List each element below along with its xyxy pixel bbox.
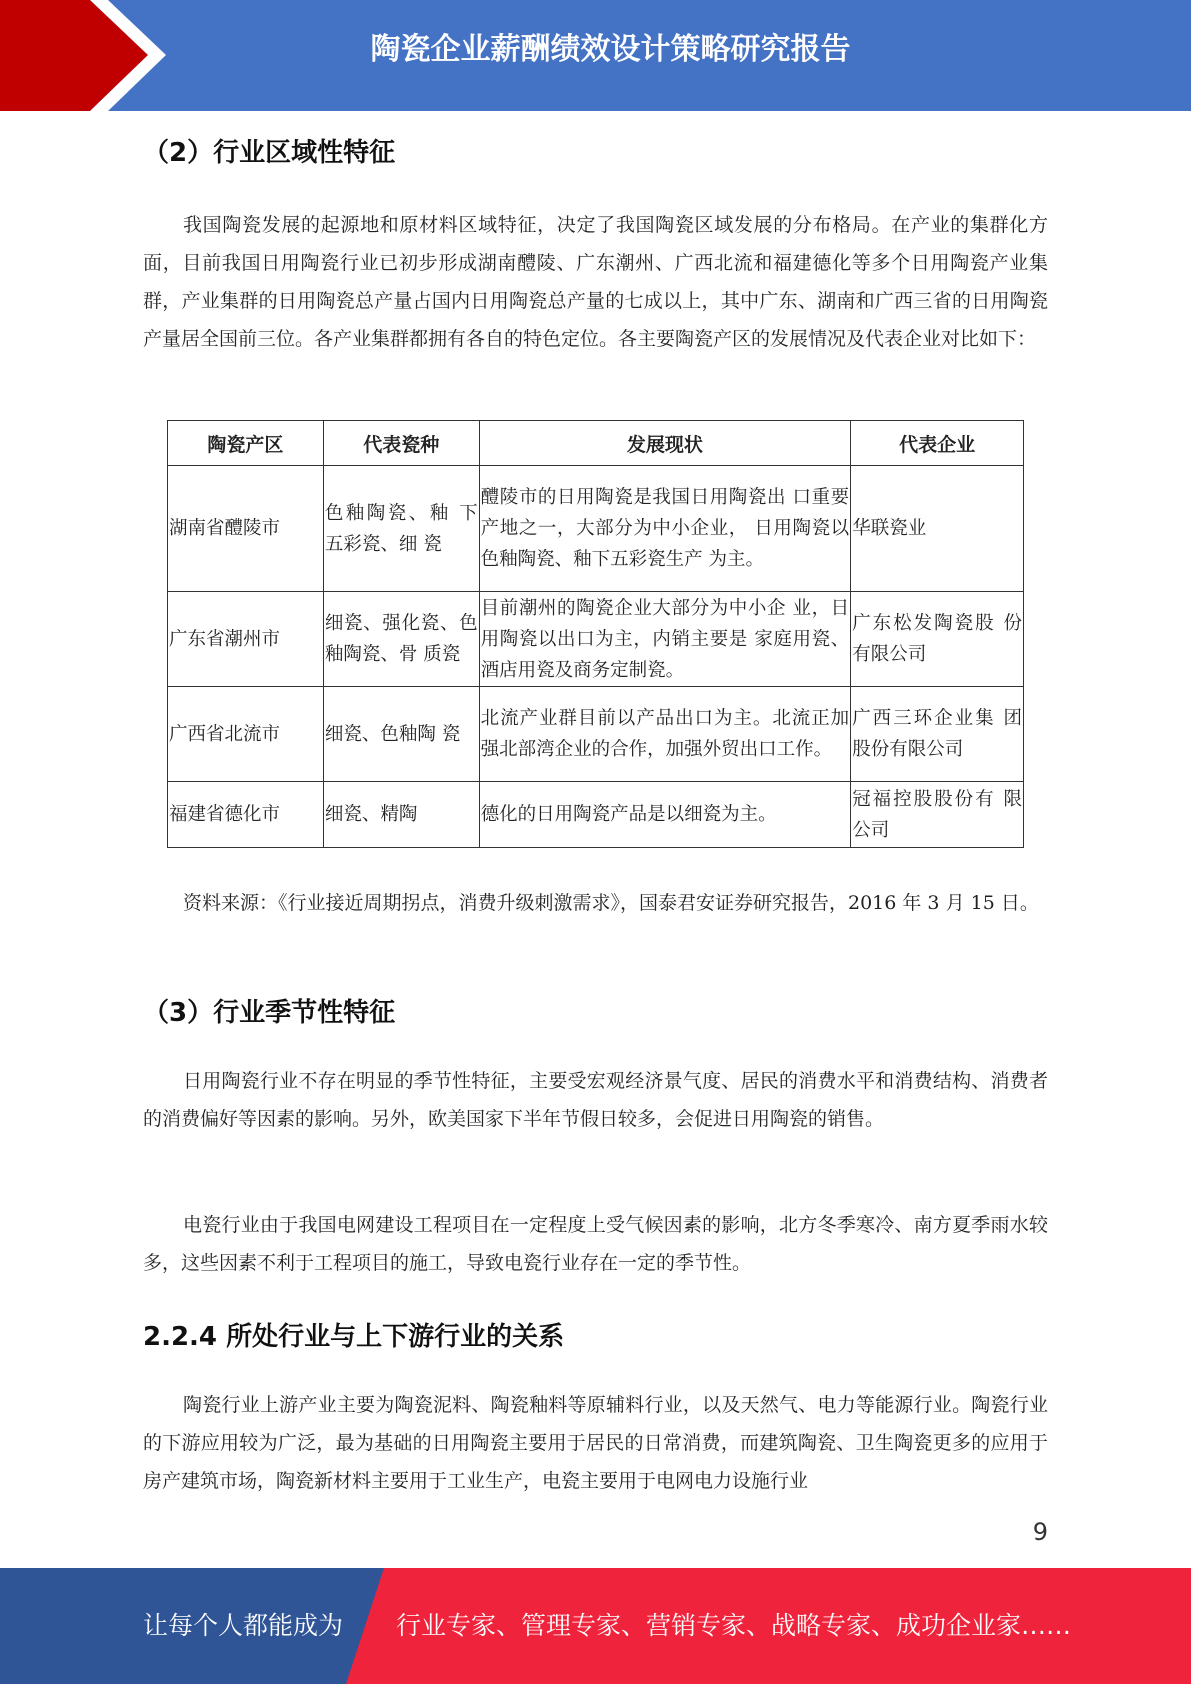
table-cell: 色釉陶瓷、釉 下五彩瓷、细 瓷 (323, 466, 479, 592)
table-cell: 目前潮州的陶瓷企业大部分为中小企 业，日用陶瓷以出口为主，内销主要是 家庭用瓷、酒店用瓷及商务定制瓷。 (479, 592, 851, 687)
table-cell: 醴陵市的日用陶瓷是我国日用陶瓷出 口重要产地之一，大部分为中小企业， 日用陶瓷以色釉陶瓷、釉下五彩瓷生产 为主。 (479, 466, 851, 592)
table-cell: 冠福控股股份有 限公司 (851, 782, 1024, 848)
table-row (168, 687, 1024, 782)
table-header-cell: 发展现状 (479, 421, 851, 466)
header-title: 陶瓷企业薪酬绩效设计策略研究报告 (370, 32, 851, 67)
table-header-cell: 代表瓷种 (323, 421, 479, 466)
table-cell: 广东松发陶瓷股 份有限公司 (851, 592, 1024, 687)
page-footer (0, 1568, 1191, 1684)
section-heading-regional: （2）行业区域性特征 (143, 138, 396, 168)
table-cell: 华联瓷业 (851, 466, 1024, 592)
table-cell: 广西省北流市 (168, 687, 324, 782)
upstream-paragraph: 陶瓷行业上游产业主要为陶瓷泥料、陶瓷釉料等原辅料行业，以及天然气、电力等能源行业。陶瓷行业的下游应用较为广泛，最为基础的日用陶瓷主要用于居民的日常消费，而建筑陶瓷、卫生陶瓷更多的应用于房产建筑市场，陶瓷新材料主要用于工业生产，电瓷主要用于电网电力设施行业 (143, 1394, 1048, 1492)
table-cell: 广东省潮州市 (168, 592, 324, 687)
footer-slogan-left: 让每个人都能成为 (143, 1611, 344, 1640)
seasonal-paragraph-1: 日用陶瓷行业不存在明显的季节性特征，主要受宏观经济景气度、居民的消费水平和消费结构、消费者的消费偏好等因素的影响。另外，欧美国家下半年节假日较多，会促进日用陶瓷的销售。 (143, 1070, 1048, 1130)
seasonal-paragraph-2: 电瓷行业由于我国电网建设工程项目在一定程度上受气候因素的影响，北方冬季寒冷、南方夏季雨水较多，这些因素不利于工程项目的施工，导致电瓷行业存在一定的季节性。 (143, 1214, 1048, 1274)
table-cell: 德化的日用陶瓷产品是以细瓷为主。 (479, 782, 851, 848)
table-cell: 湖南省醴陵市 (168, 466, 324, 592)
page-number: 9 (1032, 1518, 1048, 1546)
regions-table (167, 420, 1024, 848)
table-cell: 福建省德化市 (168, 782, 324, 848)
table-header-row (168, 421, 1024, 466)
table-header-cell: 代表企业 (851, 421, 1024, 466)
table-row (168, 592, 1024, 687)
source-note: 资料来源：《行业接近周期拐点，消费升级刺激需求》，国泰君安证券研究报告，2016 年 3 月 15 日。 (183, 892, 1039, 914)
table-cell: 细瓷、强化瓷、色釉陶瓷、骨 质瓷 (323, 592, 479, 687)
regional-paragraph: 我国陶瓷发展的起源地和原材料区域特征，决定了我国陶瓷区域发展的分布格局。在产业的集群化方面，目前我国日用陶瓷行业已初步形成湖南醴陵、广东潮州、广西北流和福建德化等多个日用陶瓷产业集群，产业集群的日用陶瓷总产量占国内日用陶瓷总产量的七成以上，其中广东、湖南和广西三省的日用陶瓷产量居全国前三位。各产业集群都拥有各自的特色定位。各主要陶瓷产区的发展情况及代表企业对比如下： (143, 214, 1048, 350)
table-cell: 细瓷、精陶 (323, 782, 479, 848)
section-heading-upstream: 2.2.4 所处行业与上下游行业的关系 (143, 1322, 565, 1352)
section-heading-seasonal: （3）行业季节性特征 (143, 998, 396, 1028)
table-cell: 北流产业群目前以产品出口为主。北流正加强北部湾企业的合作，加强外贸出口工作。 (479, 687, 851, 782)
page-header (0, 0, 1191, 111)
footer-slogan-right: 行业专家、管理专家、营销专家、战略专家、成功企业家…… (396, 1611, 1072, 1640)
table-row (168, 782, 1024, 848)
table-header-cell: 陶瓷产区 (168, 421, 324, 466)
table-cell: 广西三环企业集 团股份有限公司 (851, 687, 1024, 782)
table-cell: 细瓷、色釉陶 瓷 (323, 687, 479, 782)
table-row (168, 466, 1024, 592)
